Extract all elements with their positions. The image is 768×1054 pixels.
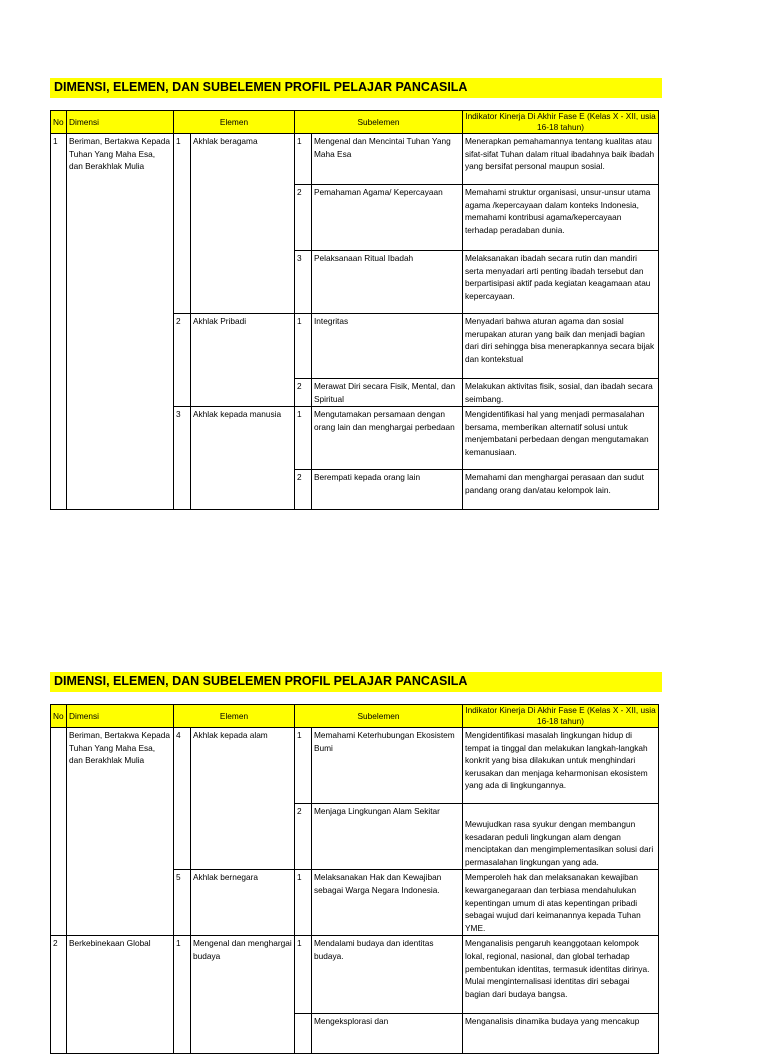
elemen-name: Mengenal dan menghargai budaya: [191, 936, 295, 1054]
subelemen-name: Merawat Diri secara Fisik, Mental, dan Spiritual: [312, 379, 463, 407]
section-2-banner: [50, 672, 662, 692]
subelemen-number: 1: [295, 728, 312, 804]
dimensi-number: 1: [51, 134, 67, 510]
dimensi-number: [51, 728, 67, 936]
header-indikator: Indikator Kinerja Di Akhir Fase E (Kelas X - XII, usia 16-18 tahun): [463, 705, 659, 728]
header-subelemen: Subelemen: [295, 111, 463, 134]
header-dimensi: Dimensi: [67, 111, 174, 134]
indikator-text: Menganalisis dinamika budaya yang mencakup: [463, 1014, 659, 1054]
elemen-name: Akhlak kepada manusia: [191, 407, 295, 510]
dimensi-number: 2: [51, 936, 67, 1054]
indikator-text: Memahami dan menghargai perasaan dan sudut pandang orang dan/atau kelompok lain.: [463, 470, 659, 510]
section-1-banner: [50, 78, 662, 98]
table-row: [51, 936, 659, 1014]
subelemen-number: 2: [295, 470, 312, 510]
dimensi-name: Beriman, Bertakwa Kepada Tuhan Yang Maha Esa, dan Berakhlak Mulia: [67, 134, 174, 510]
elemen-number: 2: [174, 314, 191, 407]
profile-table-2: [50, 704, 659, 1054]
elemen-name: Akhlak kepada alam: [191, 728, 295, 870]
subelemen-number: 2: [295, 379, 312, 407]
header-no: No: [51, 111, 67, 134]
subelemen-name: Melaksanakan Hak dan Kewajiban sebagai Warga Negara Indonesia.: [312, 870, 463, 936]
elemen-number: 5: [174, 870, 191, 936]
subelemen-number: 1: [295, 314, 312, 379]
subelemen-name: Berempati kepada orang lain: [312, 470, 463, 510]
subelemen-name: Memahami Keterhubungan Ekosistem Bumi: [312, 728, 463, 804]
subelemen-number: 2: [295, 185, 312, 251]
subelemen-number: 1: [295, 407, 312, 470]
section-1-title: DIMENSI, ELEMEN, DAN SUBELEMEN PROFIL PELAJAR PANCASILA: [54, 80, 468, 94]
indikator-text: Menganalisis pengaruh keanggotaan kelompok lokal, regional, nasional, dan global terhadap pembentukan identitas, termasuk identitas dirinya. Mulai menginternalisasi identitas diri sebagai bagian dari budaya bangsa.: [463, 936, 659, 1014]
subelemen-name: Integritas: [312, 314, 463, 379]
subelemen-number: 1: [295, 936, 312, 1014]
indikator-text: Menerapkan pemahamannya tentang kualitas atau sifat-sifat Tuhan dalam ritual ibadahnya baik ibadah yang bersifat personal maupun sosial.: [463, 134, 659, 185]
subelemen-name: Menjaga Lingkungan Alam Sekitar: [312, 804, 463, 870]
indikator-text: Mewujudkan rasa syukur dengan membangun kesadaran peduli lingkungan alam dengan menciptakan dan mengimplementasikan solusi dari permasalahan lingkungan yang ada.: [463, 804, 659, 870]
header-elemen: Elemen: [174, 705, 295, 728]
table-row: [51, 134, 659, 185]
profile-table-1: [50, 110, 659, 510]
subelemen-number: 3: [295, 251, 312, 314]
subelemen-name: Mengutamakan persamaan dengan orang lain dan menghargai perbedaan: [312, 407, 463, 470]
section-2-title: DIMENSI, ELEMEN, DAN SUBELEMEN PROFIL PELAJAR PANCASILA: [54, 674, 468, 688]
indikator-text: Melakukan aktivitas fisik, sosial, dan ibadah secara seimbang.: [463, 379, 659, 407]
subelemen-number: 2: [295, 804, 312, 870]
elemen-name: Akhlak Pribadi: [191, 314, 295, 407]
indikator-text: Memahami struktur organisasi, unsur-unsur utama agama /kepercayaan dalam konteks Indonesia, memahami kontribusi agama/kepercayaan terhadap peradaban dunia.: [463, 185, 659, 251]
subelemen-number: 1: [295, 870, 312, 936]
subelemen-name: Mengenal dan Mencintai Tuhan Yang Maha Esa: [312, 134, 463, 185]
indikator-text: Mengidentifikasi hal yang menjadi permasalahan bersama, memberikan alternatif solusi untuk menjembatani perbedaan dengan mengutamakan kemanusiaan.: [463, 407, 659, 470]
subelemen-number: 1: [295, 134, 312, 185]
subelemen-name: Mendalami budaya dan identitas budaya.: [312, 936, 463, 1014]
header-no: No: [51, 705, 67, 728]
header-dimensi: Dimensi: [67, 705, 174, 728]
table-row: [51, 728, 659, 804]
dimensi-name: Berkebinekaan Global: [67, 936, 174, 1054]
elemen-name: Akhlak bernegara: [191, 870, 295, 936]
subelemen-number: [295, 1014, 312, 1054]
elemen-number: 1: [174, 936, 191, 1054]
indikator-text: Melaksanakan ibadah secara rutin dan mandiri serta menyadari arti penting ibadah tersebut dan berpartisipasi aktif pada kegiatan keagamaan atau kepercayaan.: [463, 251, 659, 314]
elemen-number: 1: [174, 134, 191, 314]
subelemen-name: Pelaksanaan Ritual Ibadah: [312, 251, 463, 314]
indikator-text: Menyadari bahwa aturan agama dan sosial merupakan aturan yang baik dan menjadi bagian dari diri sehingga bisa menerapkannya secara bijak dan kontekstual: [463, 314, 659, 379]
elemen-number: 4: [174, 728, 191, 870]
table-header-row: [51, 111, 659, 134]
header-elemen: Elemen: [174, 111, 295, 134]
dimensi-name: Beriman, Bertakwa Kepada Tuhan Yang Maha Esa, dan Berakhlak Mulia: [67, 728, 174, 936]
header-subelemen: Subelemen: [295, 705, 463, 728]
subelemen-name: Mengeksplorasi dan: [312, 1014, 463, 1054]
elemen-name: Akhlak beragama: [191, 134, 295, 314]
subelemen-name: Pemahaman Agama/ Kepercayaan: [312, 185, 463, 251]
header-indikator: Indikator Kinerja Di Akhir Fase E (Kelas X - XII, usia 16-18 tahun): [463, 111, 659, 134]
elemen-number: 3: [174, 407, 191, 510]
table-header-row: [51, 705, 659, 728]
indikator-text: Mengidentifikasi masalah lingkungan hidup di tempat ia tinggal dan melakukan langkah-langkah konkrit yang bisa dilakukan untuk menghindari kerusakan dan menjaga keharmonisan ekosistem yang ada di lingkungannya.: [463, 728, 659, 804]
indikator-text: Memperoleh hak dan melaksanakan kewajiban kewarganegaraan dan terbiasa mendahulukan kepentingan umum di atas kepentingan pribadi sebagai wujud dari keimanannya kepada Tuhan YME.: [463, 870, 659, 936]
